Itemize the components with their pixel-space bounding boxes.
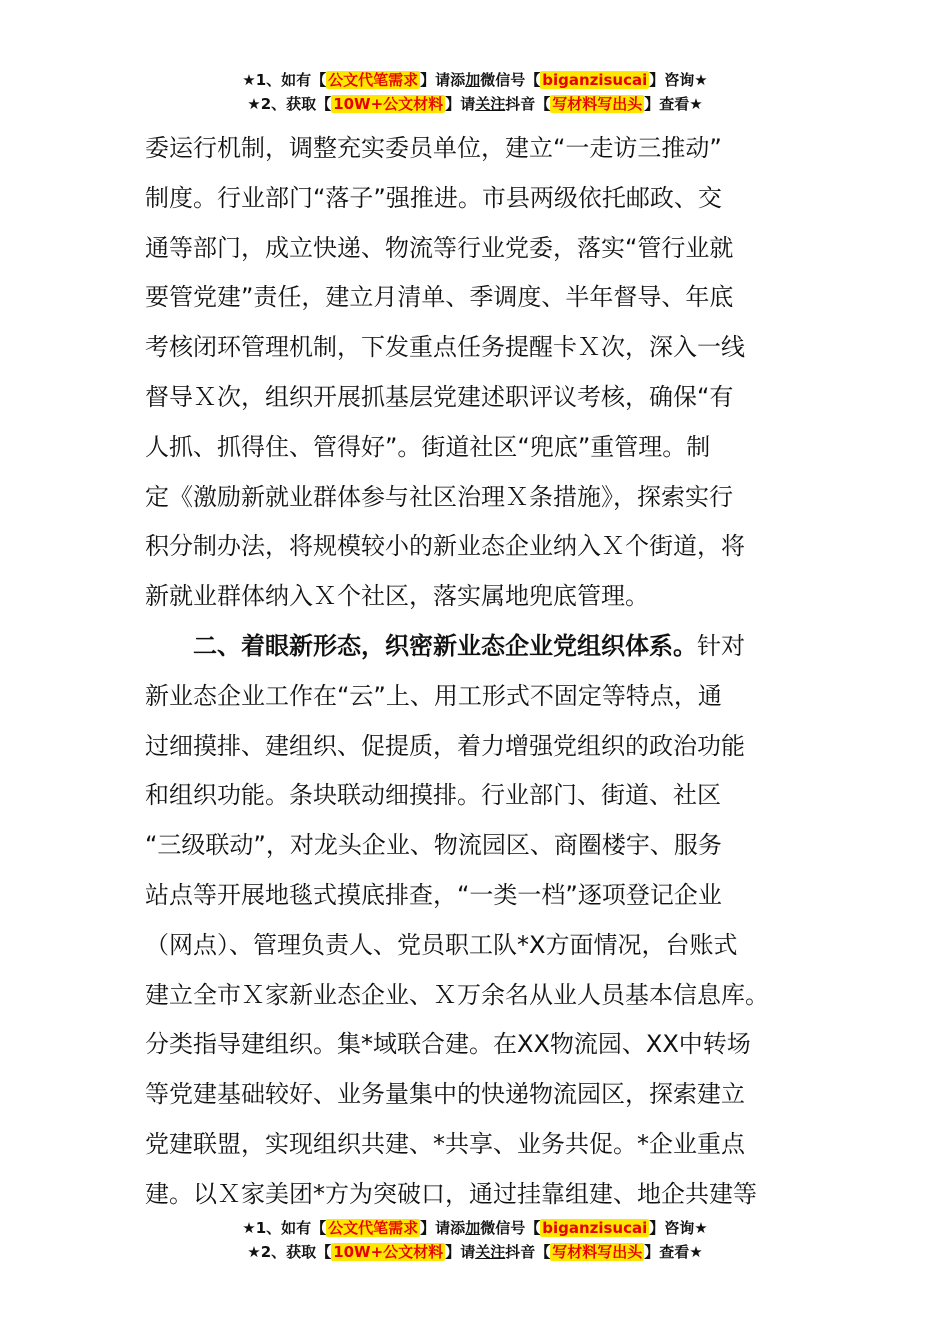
header-banner-line-2: [0, 92, 950, 116]
body-line: “三级联动”，对龙头企业、物流园区、商圈楼宇、服务: [145, 831, 722, 860]
banner-text: 】咨询★: [649, 71, 708, 89]
body-line: 督导Ｘ次，组织开展抓基层党建述职评议考核，确保“有: [145, 382, 734, 411]
banner-text: 】请添: [420, 71, 466, 89]
banner-highlight: biganzisucai: [542, 1219, 648, 1237]
banner-underline: 关注: [475, 95, 506, 113]
banner-underline: 加: [465, 1219, 481, 1237]
body-line: 要管党建”责任，建立月清单、季调度、半年督导、年底: [145, 283, 734, 312]
body-line: 制度。行业部门“落子”强推进。市县两级依托邮政、交: [145, 183, 722, 212]
body-line: 建。以Ｘ家美团*方为突破口，通过挂靠组建、地企共建等: [145, 1179, 757, 1208]
document-body: [145, 124, 805, 1220]
banner-text: ★2、获取【: [247, 1243, 332, 1261]
body-line: 积分制办法，将规模较小的新业态企业纳入Ｘ个街道，将: [145, 532, 745, 561]
body-line: 等党建基础较好、业务量集中的快递物流园区，探索建立: [145, 1080, 745, 1109]
body-line: 和组织功能。条块联动细摸排。行业部门、街道、社区: [145, 781, 721, 810]
banner-text: 】咨询★: [649, 1219, 708, 1237]
section-heading-tail: 针对: [697, 631, 745, 660]
header-banner: [0, 68, 950, 116]
banner-highlight: 公文代笔需求: [328, 1219, 419, 1237]
banner-highlight: 公文代笔需求: [328, 71, 419, 89]
banner-text: 】查看★: [644, 1243, 703, 1261]
body-line: 建立全市Ｘ家新业态企业、Ｘ万余名从业人员基本信息库。: [145, 980, 769, 1009]
body-line: 定《激励新就业群体参与社区治理Ｘ条措施》，探索实行: [145, 482, 733, 511]
body-line: 新就业群体纳入Ｘ个社区，落实属地兜底管理。: [145, 582, 649, 611]
banner-highlight: 10W+公文材料: [333, 95, 444, 113]
body-line: 分类指导建组织。集*域联合建。在XX物流园、XX中转场: [145, 1030, 751, 1059]
banner-text: 微信号【: [480, 1219, 541, 1237]
banner-text: 】查看★: [644, 95, 703, 113]
banner-text: 微信号【: [480, 71, 541, 89]
body-line: 过细摸排、建组织、促提质，着力增强党组织的政治功能: [145, 731, 745, 760]
banner-highlight: biganzisucai: [542, 71, 648, 89]
footer-banner: [0, 1216, 950, 1264]
banner-text: 】请添: [420, 1219, 466, 1237]
banner-highlight: 10W+公文材料: [333, 1243, 444, 1261]
footer-banner-line-2: [0, 1240, 950, 1264]
banner-text: 抖音【: [505, 95, 551, 113]
body-line: 新业态企业工作在“云”上、用工形式不固定等特点，通: [145, 681, 722, 710]
banner-text: ★1、如有【: [242, 71, 327, 89]
body-line: 委运行机制，调整充实委员单位，建立“一走访三推动”: [145, 134, 722, 162]
footer-banner-line-1: [0, 1216, 950, 1240]
body-line: 站点等开展地毯式摸底排查，“一类一档”逐项登记企业: [145, 880, 722, 909]
banner-text: 】请: [445, 1243, 476, 1261]
body-line: 人抓、抓得住、管得好”。街道社区“兜底”重管理。制: [145, 432, 711, 461]
body-line: 党建联盟，实现组织共建、*共享、业务共促。*企业重点: [145, 1129, 745, 1158]
banner-text: ★2、获取【: [247, 95, 332, 113]
banner-underline: 加: [465, 71, 481, 89]
body-line: 考核闭环管理机制，下发重点任务提醒卡Ｘ次，深入一线: [145, 333, 745, 362]
banner-text: 】请: [445, 95, 476, 113]
banner-text: ★1、如有【: [242, 1219, 327, 1237]
body-line: 通等部门，成立快递、物流等行业党委，落实“管行业就: [145, 233, 734, 262]
banner-underline: 关注: [475, 1243, 506, 1261]
section-heading: 二、着眼新形态，织密新业态企业党组织体系。: [193, 631, 697, 660]
banner-highlight: 写材料写出头: [552, 1243, 643, 1261]
header-banner-line-1: [0, 68, 950, 92]
banner-highlight: 写材料写出头: [552, 95, 643, 113]
body-line: （网点）、管理负责人、党员职工队*X方面情况，台账式: [145, 930, 738, 959]
banner-text: 抖音【: [505, 1243, 551, 1261]
section-heading-line: [145, 622, 805, 672]
